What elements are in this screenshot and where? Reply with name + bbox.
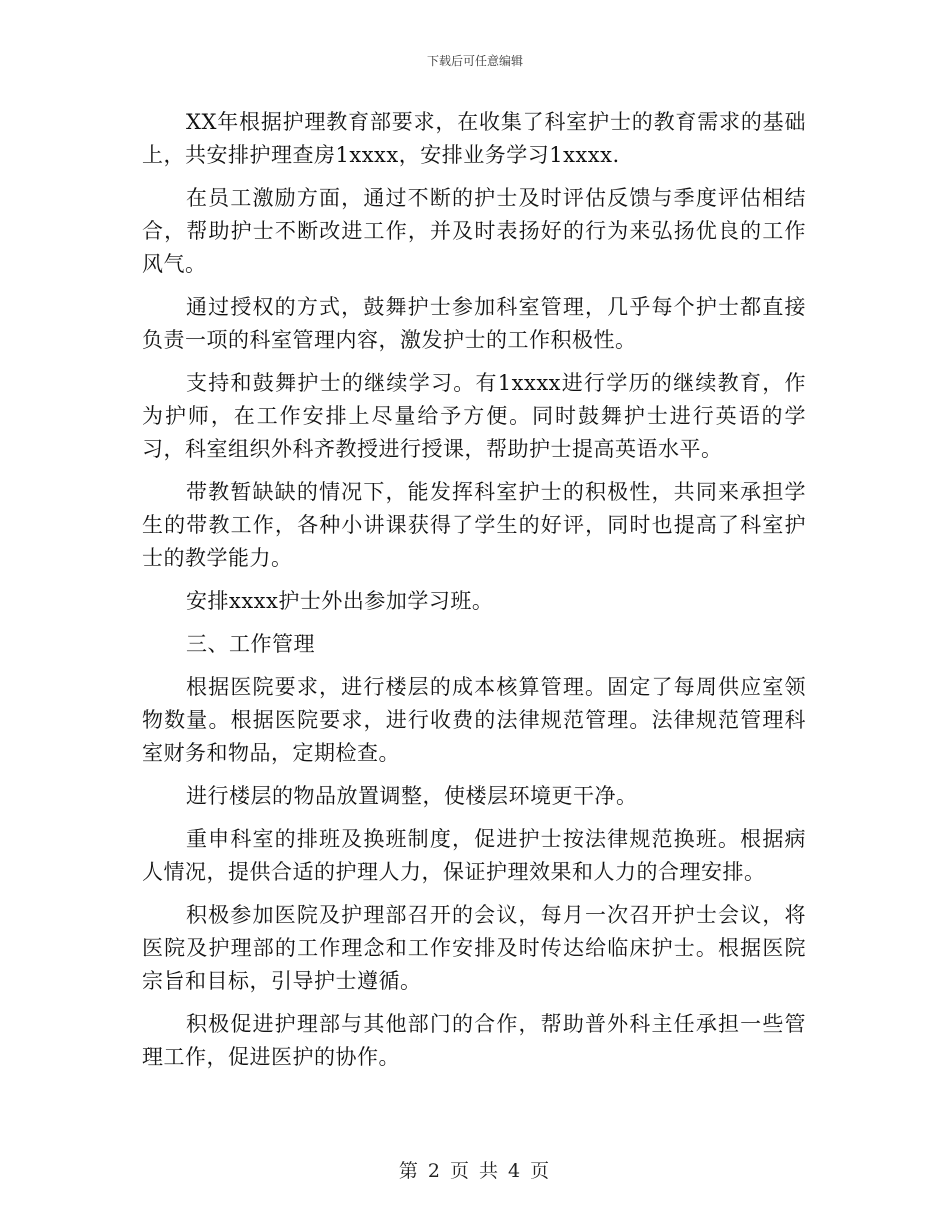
header-note: 下载后可任意编辑: [426, 54, 523, 68]
document-body: [142, 106, 806, 1084]
paragraph-4: 支持和鼓舞护士的继续学习。有1xxxx进行学历的继续教育，作为护师，在工作安排上尽量给予方便。同时鼓舞护士进行英语的学习，科室组织外科齐教授进行授课，帮助护士提高英语水平。: [142, 371, 806, 461]
paragraph-3: 通过授权的方式，鼓舞护士参加科室管理，几乎每个护士都直接负责一项的科室管理内容，激发护士的工作积极性。: [142, 295, 806, 352]
paragraph-6: 安排xxxx护士外出参加学习班。: [186, 589, 494, 613]
paragraph-8: 进行楼层的物品放置调整，使楼层环境更干净。: [186, 784, 638, 808]
paragraph-7: 根据医院要求，进行楼层的成本核算管理。固定了每周供应室领物数量。根据医院要求，进行收费的法律规范管理。法律规范管理科室财务和物品，定期检查。: [142, 675, 806, 765]
paragraph-2: 在员工激励方面，通过不断的护士及时评估反馈与季度评估相结合，帮助护士不断改进工作，并及时表扬好的行为来弘扬优良的工作风气。: [142, 186, 806, 276]
page-number-footer: 第 2 页 共 4 页: [398, 1160, 552, 1182]
paragraph-11: 积极促进护理部与其他部门的合作，帮助普外科主任承担一些管理工作，促进医护的协作。: [142, 1012, 806, 1069]
paragraph-9: 重申科室的排班及换班制度，促进护士按法律规范换班。根据病人情况，提供合适的护理人力，保证护理效果和人力的合理安排。: [142, 827, 806, 884]
paragraph-5: 带教暂缺缺的情况下，能发挥科室护士的积极性，共同来承担学生的带教工作，各种小讲课获得了学生的好评，同时也提高了科室护士的教学能力。: [142, 480, 806, 570]
paragraph-1: XX年根据护理教育部要求，在收集了科室护士的教育需求的基础上，共安排护理查房1xxxx，安排业务学习1xxxx.: [142, 110, 806, 167]
paragraph-10: 积极参加医院及护理部召开的会议，每月一次召开护士会议，将医院及护理部的工作理念和工作安排及时传达给临床护士。根据医院宗旨和目标，引导护士遵循。: [142, 903, 806, 993]
section-heading-work-management: 三、工作管理: [186, 632, 315, 656]
